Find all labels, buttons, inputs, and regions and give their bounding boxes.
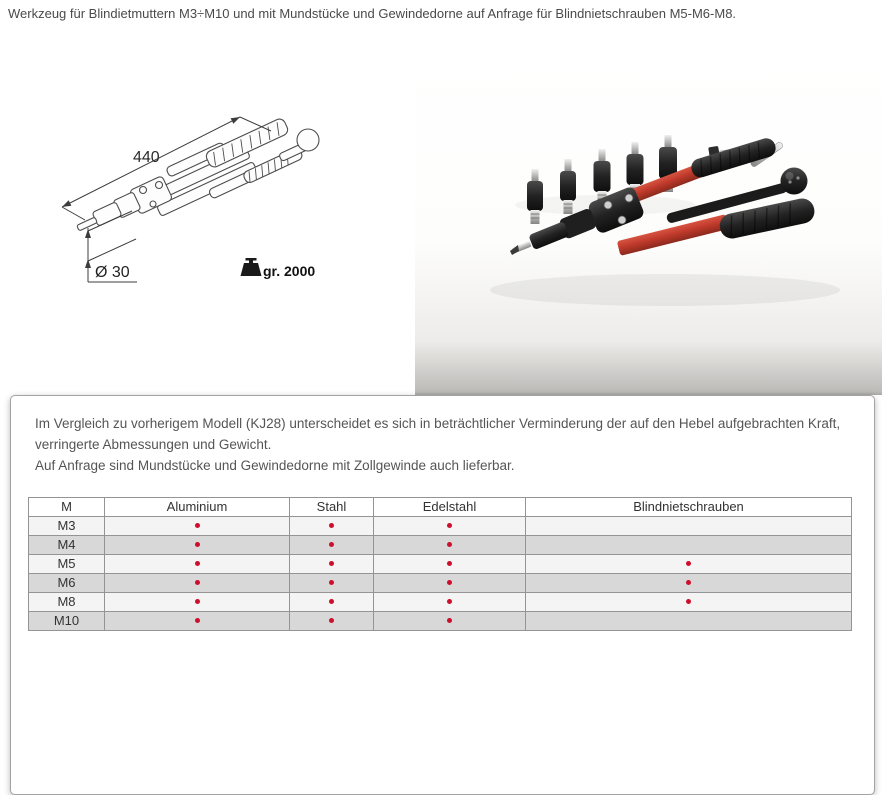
availability-cell	[290, 612, 374, 631]
availability-cell	[290, 574, 374, 593]
availability-dot-icon	[329, 523, 334, 528]
availability-cell	[526, 593, 852, 612]
availability-dot-icon	[195, 580, 200, 585]
availability-cell	[105, 593, 290, 612]
availability-dot-icon	[329, 542, 334, 547]
availability-cell	[290, 593, 374, 612]
table-row-m8	[29, 593, 852, 612]
size-cell: M3	[29, 517, 105, 536]
intro-text: Werkzeug für Blindietmuttern M3÷M10 und mit Mundstücke und Gewindedorne auf Anfrage für Blindnietschrauben M5-M6-M8.	[8, 6, 737, 21]
availability-dot-icon	[329, 580, 334, 585]
availability-cell	[290, 555, 374, 574]
table-row-m6	[29, 574, 852, 593]
availability-cell	[526, 517, 852, 536]
description-line: Auf Anfrage sind Mundstücke und Gewindedorne mit Zollgewinde auch lieferbar.	[35, 458, 515, 473]
availability-cell	[374, 574, 526, 593]
availability-dot-icon	[447, 618, 452, 623]
availability-cell	[290, 517, 374, 536]
table-row-m10	[29, 612, 852, 631]
size-cell: M6	[29, 574, 105, 593]
availability-dot-icon	[195, 523, 200, 528]
table-row-m3	[29, 517, 852, 536]
availability-dot-icon	[195, 618, 200, 623]
description-line: Im Vergleich zu vorherigem Modell (KJ28) unterscheidet es sich in beträchtlicher Verminderung der auf den Hebel aufgebrachten Kraft,	[35, 416, 841, 431]
col-header-blindnietschrauben: Blindnietschrauben	[526, 498, 852, 517]
availability-cell	[526, 555, 852, 574]
availability-dot-icon	[447, 580, 452, 585]
dimension-diameter-label: Ø 30	[95, 264, 130, 281]
availability-dot-icon	[447, 523, 452, 528]
availability-cell	[526, 536, 852, 555]
size-cell: M5	[29, 555, 105, 574]
availability-dot-icon	[686, 580, 691, 585]
availability-cell	[526, 574, 852, 593]
technical-drawing	[35, 90, 365, 300]
dimension-length-label: 440	[133, 149, 160, 166]
availability-cell	[105, 536, 290, 555]
weight-label: gr. 2000	[263, 263, 316, 279]
table-body	[29, 517, 852, 631]
availability-dot-icon	[447, 561, 452, 566]
table-row-m5	[29, 555, 852, 574]
size-cell: M4	[29, 536, 105, 555]
availability-dot-icon	[686, 561, 691, 566]
availability-cell	[105, 574, 290, 593]
availability-cell	[374, 593, 526, 612]
product-photo	[415, 55, 882, 395]
size-cell: M8	[29, 593, 105, 612]
description	[35, 413, 874, 476]
ball-handle-icon	[781, 168, 808, 195]
availability-cell	[105, 517, 290, 536]
availability-dot-icon	[447, 542, 452, 547]
availability-cell	[374, 517, 526, 536]
size-cell: M10	[29, 612, 105, 631]
availability-dot-icon	[329, 561, 334, 566]
availability-dot-icon	[329, 618, 334, 623]
availability-dot-icon	[195, 542, 200, 547]
availability-cell	[105, 612, 290, 631]
col-header-aluminium: Aluminium	[105, 498, 290, 517]
availability-cell	[374, 555, 526, 574]
availability-dot-icon	[195, 599, 200, 604]
availability-dot-icon	[447, 599, 452, 604]
col-header-m: M	[29, 498, 105, 517]
availability-cell	[526, 612, 852, 631]
availability-table	[28, 497, 852, 631]
description-line: verringerte Abmessungen und Gewicht.	[35, 437, 272, 452]
availability-dot-icon	[195, 561, 200, 566]
weight-icon	[241, 258, 262, 276]
col-header-edelstahl: Edelstahl	[374, 498, 526, 517]
availability-cell	[374, 536, 526, 555]
availability-dot-icon	[686, 599, 691, 604]
riveting-tool-drawing-icon	[35, 90, 365, 300]
riveting-tool-photo-icon	[415, 55, 882, 395]
table-header-row	[29, 498, 852, 517]
availability-cell	[290, 536, 374, 555]
availability-cell	[374, 612, 526, 631]
table-row-m4	[29, 536, 852, 555]
availability-dot-icon	[329, 599, 334, 604]
col-header-stahl: Stahl	[290, 498, 374, 517]
info-box	[10, 395, 875, 795]
availability-cell	[105, 555, 290, 574]
